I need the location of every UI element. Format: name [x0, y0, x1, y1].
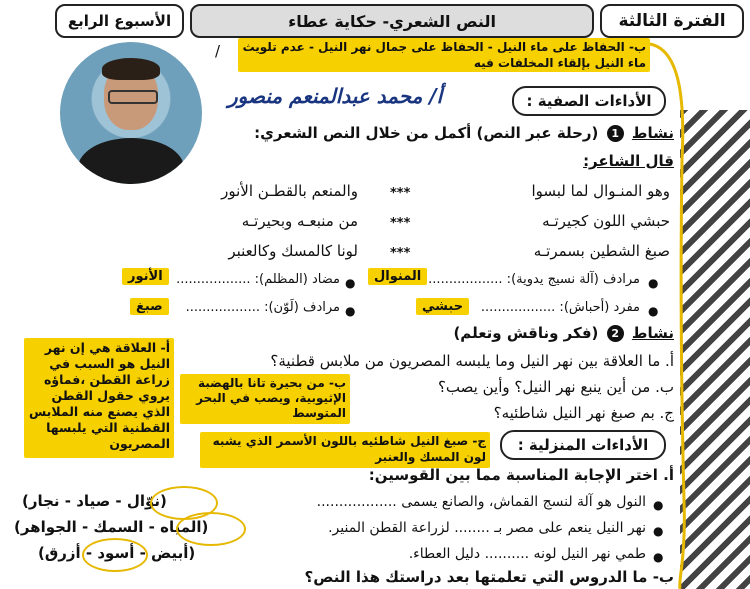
- vocab-row2-b: مرادف (لَوّن): ..................: [185, 300, 340, 315]
- activity2-question-b: ب. من أين ينبع نهر النيل؟ وأين يصب؟: [437, 378, 674, 396]
- vocab-row1-a-answer: المنوال: [368, 268, 427, 285]
- answer-b-inner-highlight: [180, 374, 350, 424]
- class-tools-label: الأداءات الصفية :: [526, 92, 652, 110]
- vocab-row2-a: مفرد (أحباش): ..................: [480, 300, 640, 315]
- answer-b-highlight: [238, 38, 650, 72]
- poet-said: قال الشاعر:: [583, 152, 674, 170]
- period-box: [600, 4, 744, 38]
- homework-item3-options: (أبيض - أسود - أزرق): [38, 544, 196, 562]
- answer-c-highlight: [200, 432, 490, 468]
- homework-item2-options: (المياه - السمك - الجواهر): [14, 518, 209, 536]
- activity2-title: (فكر وناقش وتعلم): [453, 324, 599, 342]
- circle-mark: [82, 538, 148, 572]
- week-label: الأسبوع الرابع: [67, 12, 172, 30]
- avatar-glasses: [108, 90, 158, 104]
- answer-b-inner-text: ب- من بحيرة تانا بالهضبة الإثيوبية، ويصب في البحر المتوسط: [196, 376, 346, 420]
- answer-c-text: ج- صبغ النيل شاطئيه باللون الأسمر الذي يشبه لون المسك والعنبر: [212, 434, 486, 464]
- activity1-heading: [254, 124, 674, 142]
- avatar-hair: [102, 58, 160, 80]
- author-name: أ/ محمد عبدالمنعم منصور: [228, 84, 443, 108]
- homework-item2-question: نهر النيل ينعم على مصر بـ ........ لزراعة القطن المنير.: [328, 520, 646, 536]
- activity1-number: 1: [607, 125, 624, 142]
- lesson-title: النص الشعري- حكاية عطاء: [288, 11, 496, 31]
- verse1-left: والمنعم بالقطـن الأنور: [221, 182, 358, 200]
- verse2-right: حبشي اللون كجيرتـه: [542, 212, 670, 230]
- answer-b-text: ب- الحفاظ على ماء النيل - الحفاظ على جمال نهر النيل - عدم تلويث ماء النيل بإلقاء المخلفات فيه: [242, 40, 646, 70]
- bullet: ●: [648, 304, 659, 318]
- bullet: ●: [648, 276, 659, 290]
- week-box: [55, 4, 184, 38]
- verse3-left: لونا كالمسك وكالعنبر: [228, 242, 358, 260]
- homework-title: أ. اختر الإجابة المناسبة مما بين القوسين:: [368, 466, 674, 484]
- homework-item1-question: النول هو آلة لنسج القماش، والصانع يسمى ..................: [316, 494, 646, 510]
- home-tools-label: الأداءات المنزلية :: [517, 436, 649, 454]
- answer-a-text: أ- العلاقة هي إن نهر النيل هو السبب في زراعة القطن ،فماؤه يروي حقول القطن الذي يصنع منه الملابس القطنية التي يلبسها المصريون: [29, 340, 170, 451]
- activity1-title: (رحلة عبر النص) أكمل من خلال النص الشعري:: [254, 124, 599, 142]
- bullet: ●: [653, 550, 664, 564]
- circle-mark: [176, 512, 246, 546]
- bracket-line: [640, 40, 700, 589]
- vocab-row1-b-answer: الأنور: [122, 268, 169, 285]
- verse1-right: وهو المنـوال لما لبسوا: [531, 182, 670, 200]
- bullet: ●: [653, 498, 664, 512]
- vocab-row1-b: مضاد (المظلم): ..................: [176, 272, 340, 287]
- bullet: ●: [653, 524, 664, 538]
- activity2-label: نشاط: [631, 324, 674, 342]
- vocab-row2-b-answer: صبغ: [130, 298, 169, 315]
- slash-mark: /: [215, 42, 221, 60]
- vocab-row1-a: مرادف (آلة نسيج يدوية): ..................: [428, 272, 640, 287]
- bullet: ●: [345, 304, 356, 318]
- vocab-row2-a-answer: حبشي: [416, 298, 469, 315]
- answer-a-highlight: [24, 338, 174, 458]
- homework-item3-question: طمي نهر النيل لونه .......... دليل العطاء.: [408, 546, 646, 562]
- homework-question-b: ب- ما الدروس التي تعلمتها بعد دراستك هذا النص؟: [304, 568, 674, 586]
- avatar-body: [78, 138, 184, 184]
- activity2-question-c: ج. بم صبغ نهر النيل شاطئيه؟: [493, 404, 674, 422]
- homework-item1-options: (نوّال - صياد - نجار): [22, 492, 167, 510]
- activity2-number: 2: [607, 325, 624, 342]
- lesson-box: [190, 4, 594, 38]
- verse3-stars: ***: [390, 246, 411, 261]
- activity2-question-a: أ. ما العلاقة بين نهر النيل وما يلبسه المصريون من ملابس قطنية؟: [270, 352, 674, 370]
- verse2-left: من منبعـه وبحيرتـه: [241, 212, 358, 230]
- bullet: ●: [345, 276, 356, 290]
- verse2-stars: ***: [390, 216, 411, 231]
- activity1-label: نشاط: [631, 124, 674, 142]
- period-label: الفترة الثالثة: [618, 11, 726, 31]
- avatar: [60, 42, 202, 184]
- verse3-right: صبغ الشطين بسمرتـه: [533, 242, 670, 260]
- verse1-stars: ***: [390, 186, 411, 201]
